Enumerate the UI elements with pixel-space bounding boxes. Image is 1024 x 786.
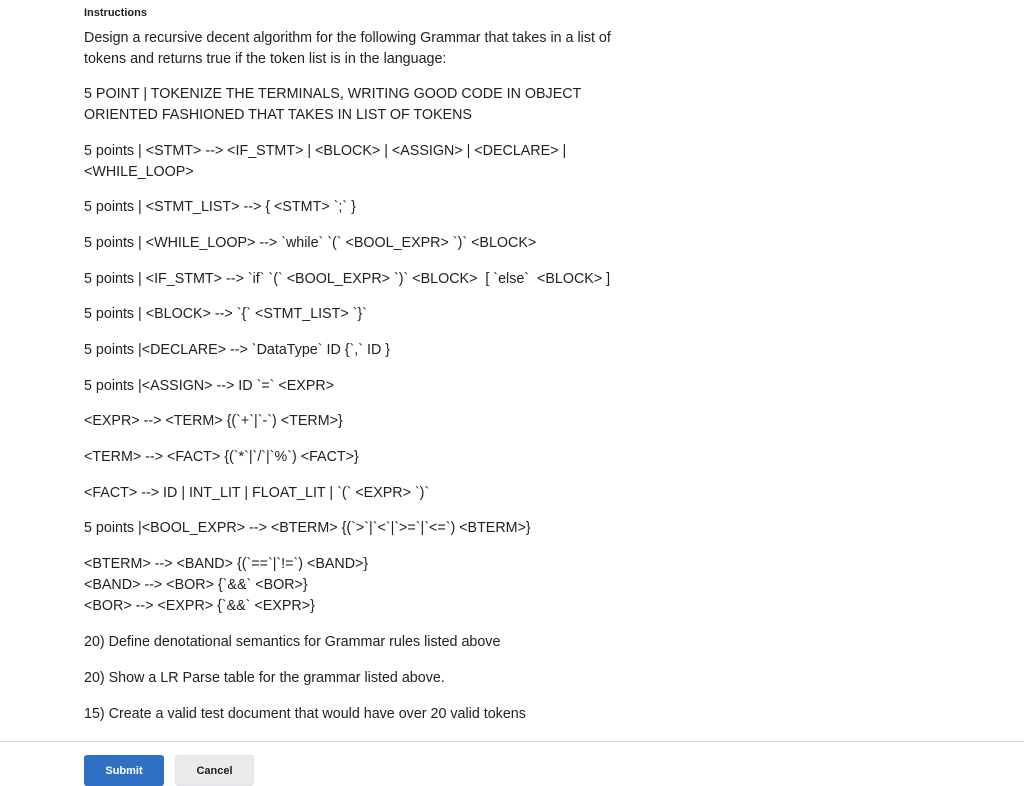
instructions-heading: Instructions (84, 7, 147, 19)
tokenize-requirement: 5 POINT | TOKENIZE THE TERMINALS, WRITING GOOD CODE IN OBJECT ORIENTED FASHIONED THAT TAKES IN LIST OF TOKENS (84, 86, 586, 123)
grammar-rule-declare: 5 points |<DECLARE> --> `DataType` ID {`,` ID } (84, 342, 391, 358)
task-test-document: 15) Create a valid test document that would have over 20 valid tokens (84, 706, 526, 722)
grammar-rule-if-stmt: 5 points | <IF_STMT> --> `if` `(` <BOOL_EXPR> `)` <BLOCK> [ `else` <BLOCK> ] (84, 271, 611, 287)
grammar-rule-fact: <FACT> --> ID | INT_LIT | FLOAT_LIT | `(` <EXPR> `)` (84, 485, 430, 501)
submit-button[interactable]: Submit (84, 755, 164, 786)
intro-paragraph: Design a recursive decent algorithm for the following Grammar that takes in a list of tokens and returns true if the token list is in the language: (84, 30, 615, 67)
grammar-rules-bterm-band-bor: <BTERM> --> <BAND> {(`==`|`!=`) <BAND>} <BAND> --> <BOR> {`&&` <BOR>} <BOR> --> <EXPR> {`&&` <EXPR>} (84, 556, 369, 614)
grammar-rule-block: 5 points | <BLOCK> --> `{` <STMT_LIST> `}` (84, 306, 368, 322)
cancel-button[interactable]: Cancel (175, 755, 254, 786)
grammar-rule-term: <TERM> --> <FACT> {(`*`|`/`|`%`) <FACT>} (84, 449, 359, 465)
task-lr-parse-table: 20) Show a LR Parse table for the grammar listed above. (84, 670, 445, 686)
grammar-rule-stmt: 5 points | <STMT> --> <IF_STMT> | <BLOCK> | <ASSIGN> | <DECLARE> | <WHILE_LOOP> (84, 143, 571, 180)
grammar-rule-while-loop: 5 points | <WHILE_LOOP> --> `while` `(` <BOOL_EXPR> `)` <BLOCK> (84, 235, 537, 251)
grammar-rule-assign: 5 points |<ASSIGN> --> ID `=` <EXPR> (84, 378, 335, 394)
grammar-rule-bool-expr: 5 points |<BOOL_EXPR> --> <BTERM> {(`>`|`<`|`>=`|`<=`) <BTERM>} (84, 520, 531, 536)
grammar-rule-expr: <EXPR> --> <TERM> {(`+`|`-`) <TERM>} (84, 413, 343, 429)
grammar-rule-stmt-list: 5 points | <STMT_LIST> --> { <STMT> `;` } (84, 199, 356, 215)
task-denotational-semantics: 20) Define denotational semantics for Grammar rules listed above (84, 634, 501, 650)
